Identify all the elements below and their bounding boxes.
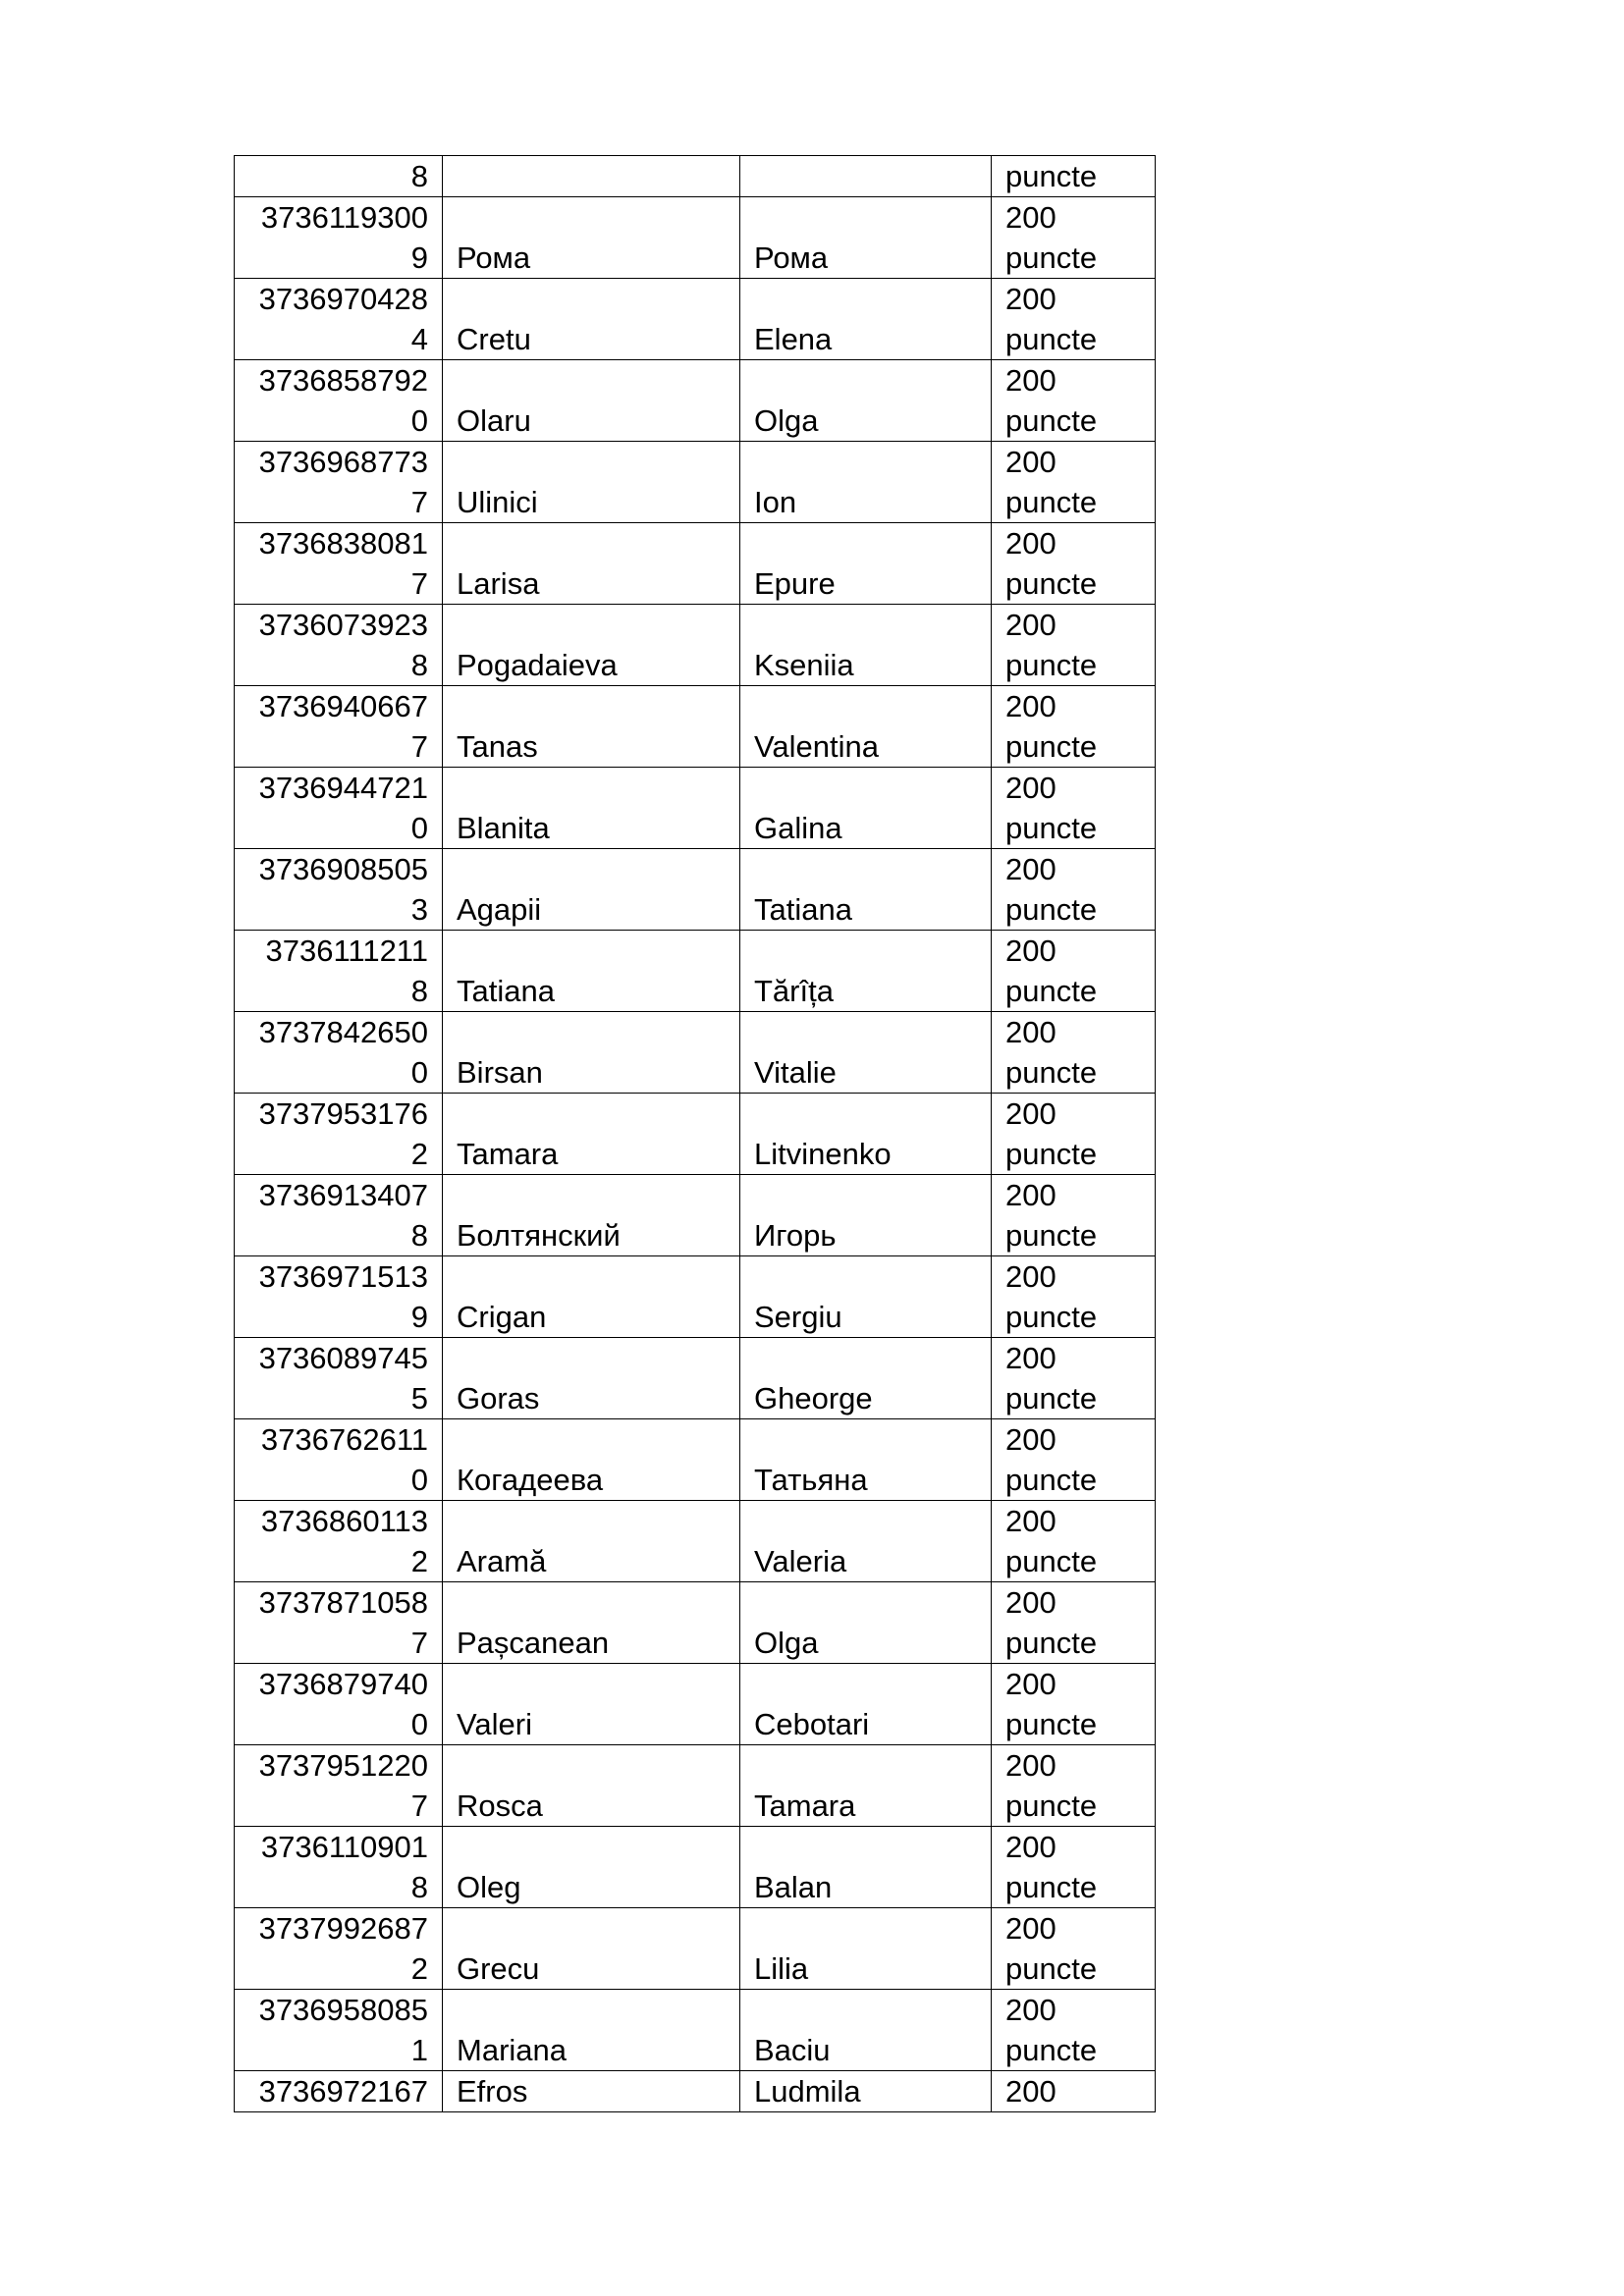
table-row <box>235 1582 1156 1664</box>
first-name-cell: Tărîța <box>740 931 992 1012</box>
first-name-cell: Lilia <box>740 1908 992 1990</box>
last-name-cell: Crigan <box>443 1256 740 1338</box>
table-row <box>235 197 1156 279</box>
id-cell: 3736972167 <box>235 2071 443 2112</box>
id-cell: 3736073923 8 <box>235 605 443 686</box>
points-cell: 200 puncte <box>992 279 1156 360</box>
points-cell: 200 puncte <box>992 1175 1156 1256</box>
first-name-cell: Рома <box>740 197 992 279</box>
table-row <box>235 605 1156 686</box>
first-name-cell: Epure <box>740 523 992 605</box>
last-name-cell: Tamara <box>443 1094 740 1175</box>
first-name-cell: Olga <box>740 360 992 442</box>
participants-table <box>234 155 1156 2112</box>
document-page <box>234 155 1156 2112</box>
points-cell: 200 puncte <box>992 1582 1156 1664</box>
table-row <box>235 1745 1156 1827</box>
table-row <box>235 768 1156 849</box>
table-row <box>235 2071 1156 2112</box>
points-cell: 200 puncte <box>992 686 1156 768</box>
points-cell: 200 <box>992 2071 1156 2112</box>
last-name-cell: Рома <box>443 197 740 279</box>
id-cell: 3736958085 1 <box>235 1990 443 2071</box>
first-name-cell: Gheorge <box>740 1338 992 1419</box>
last-name-cell: Grecu <box>443 1908 740 1990</box>
table-row <box>235 1256 1156 1338</box>
last-name-cell: Larisa <box>443 523 740 605</box>
points-cell: 200 puncte <box>992 523 1156 605</box>
points-cell: 200 puncte <box>992 1338 1156 1419</box>
table-row <box>235 442 1156 523</box>
table-row <box>235 849 1156 931</box>
first-name-cell: Balan <box>740 1827 992 1908</box>
table-row <box>235 1094 1156 1175</box>
table-row <box>235 279 1156 360</box>
last-name-cell: Efros <box>443 2071 740 2112</box>
points-cell: 200 puncte <box>992 849 1156 931</box>
last-name-cell <box>443 156 740 197</box>
first-name-cell: Valentina <box>740 686 992 768</box>
table-body <box>235 156 1156 2112</box>
id-cell: 3736971513 9 <box>235 1256 443 1338</box>
id-cell: 3736908505 3 <box>235 849 443 931</box>
id-cell: 3736944721 0 <box>235 768 443 849</box>
last-name-cell: Valeri <box>443 1664 740 1745</box>
points-cell: 200 puncte <box>992 1745 1156 1827</box>
first-name-cell: Cebotari <box>740 1664 992 1745</box>
id-cell: 3737871058 7 <box>235 1582 443 1664</box>
first-name-cell: Kseniia <box>740 605 992 686</box>
points-cell: 200 puncte <box>992 442 1156 523</box>
id-cell: 3737842650 0 <box>235 1012 443 1094</box>
table-row <box>235 1827 1156 1908</box>
last-name-cell: Когадеева <box>443 1419 740 1501</box>
points-cell: 200 puncte <box>992 1256 1156 1338</box>
table-row <box>235 360 1156 442</box>
first-name-cell: Valeria <box>740 1501 992 1582</box>
id-cell: 3736119300 9 <box>235 197 443 279</box>
first-name-cell: Татьяна <box>740 1419 992 1501</box>
first-name-cell: Galina <box>740 768 992 849</box>
points-cell: 200 puncte <box>992 1094 1156 1175</box>
last-name-cell: Tanas <box>443 686 740 768</box>
last-name-cell: Tatiana <box>443 931 740 1012</box>
table-row <box>235 1338 1156 1419</box>
first-name-cell: Ludmila <box>740 2071 992 2112</box>
table-row <box>235 523 1156 605</box>
last-name-cell: Pogadaieva <box>443 605 740 686</box>
table-row <box>235 156 1156 197</box>
id-cell: 3736860113 2 <box>235 1501 443 1582</box>
points-cell: 200 puncte <box>992 360 1156 442</box>
last-name-cell: Ulinici <box>443 442 740 523</box>
last-name-cell: Oleg <box>443 1827 740 1908</box>
id-cell: 3737951220 7 <box>235 1745 443 1827</box>
id-cell: 3736940667 7 <box>235 686 443 768</box>
points-cell: 200 puncte <box>992 1827 1156 1908</box>
last-name-cell: Goras <box>443 1338 740 1419</box>
id-cell: 3736968773 7 <box>235 442 443 523</box>
id-cell: 3736970428 4 <box>235 279 443 360</box>
table-row <box>235 686 1156 768</box>
points-cell: 200 puncte <box>992 605 1156 686</box>
last-name-cell: Olaru <box>443 360 740 442</box>
id-cell: 3736838081 7 <box>235 523 443 605</box>
id-cell: 3737992687 2 <box>235 1908 443 1990</box>
points-cell: 200 puncte <box>992 1664 1156 1745</box>
table-row <box>235 1908 1156 1990</box>
table-row <box>235 931 1156 1012</box>
id-cell: 3736089745 5 <box>235 1338 443 1419</box>
first-name-cell: Sergiu <box>740 1256 992 1338</box>
last-name-cell: Rosca <box>443 1745 740 1827</box>
points-cell: 200 puncte <box>992 931 1156 1012</box>
table-row <box>235 1419 1156 1501</box>
last-name-cell: Aramă <box>443 1501 740 1582</box>
first-name-cell: Litvinenko <box>740 1094 992 1175</box>
first-name-cell: Игорь <box>740 1175 992 1256</box>
last-name-cell: Mariana <box>443 1990 740 2071</box>
first-name-cell: Tatiana <box>740 849 992 931</box>
table-row <box>235 1175 1156 1256</box>
table-row <box>235 1664 1156 1745</box>
first-name-cell: Vitalie <box>740 1012 992 1094</box>
id-cell: 3736879740 0 <box>235 1664 443 1745</box>
table-row <box>235 1990 1156 2071</box>
id-cell: 3736762611 0 <box>235 1419 443 1501</box>
points-cell: 200 puncte <box>992 1012 1156 1094</box>
first-name-cell: Baciu <box>740 1990 992 2071</box>
points-cell: 200 puncte <box>992 1419 1156 1501</box>
first-name-cell: Olga <box>740 1582 992 1664</box>
points-cell: puncte <box>992 156 1156 197</box>
first-name-cell <box>740 156 992 197</box>
last-name-cell: Blanita <box>443 768 740 849</box>
points-cell: 200 puncte <box>992 768 1156 849</box>
last-name-cell: Agapii <box>443 849 740 931</box>
id-cell: 8 <box>235 156 443 197</box>
first-name-cell: Elena <box>740 279 992 360</box>
id-cell: 3736110901 8 <box>235 1827 443 1908</box>
id-cell: 3736913407 8 <box>235 1175 443 1256</box>
id-cell: 3736858792 0 <box>235 360 443 442</box>
last-name-cell: Cretu <box>443 279 740 360</box>
points-cell: 200 puncte <box>992 1908 1156 1990</box>
first-name-cell: Tamara <box>740 1745 992 1827</box>
table-row <box>235 1501 1156 1582</box>
points-cell: 200 puncte <box>992 197 1156 279</box>
points-cell: 200 puncte <box>992 1990 1156 2071</box>
points-cell: 200 puncte <box>992 1501 1156 1582</box>
last-name-cell: Pașcanean <box>443 1582 740 1664</box>
table-row <box>235 1012 1156 1094</box>
first-name-cell: Ion <box>740 442 992 523</box>
id-cell: 3737953176 2 <box>235 1094 443 1175</box>
id-cell: 3736111211 8 <box>235 931 443 1012</box>
last-name-cell: Birsan <box>443 1012 740 1094</box>
last-name-cell: Болтянский <box>443 1175 740 1256</box>
